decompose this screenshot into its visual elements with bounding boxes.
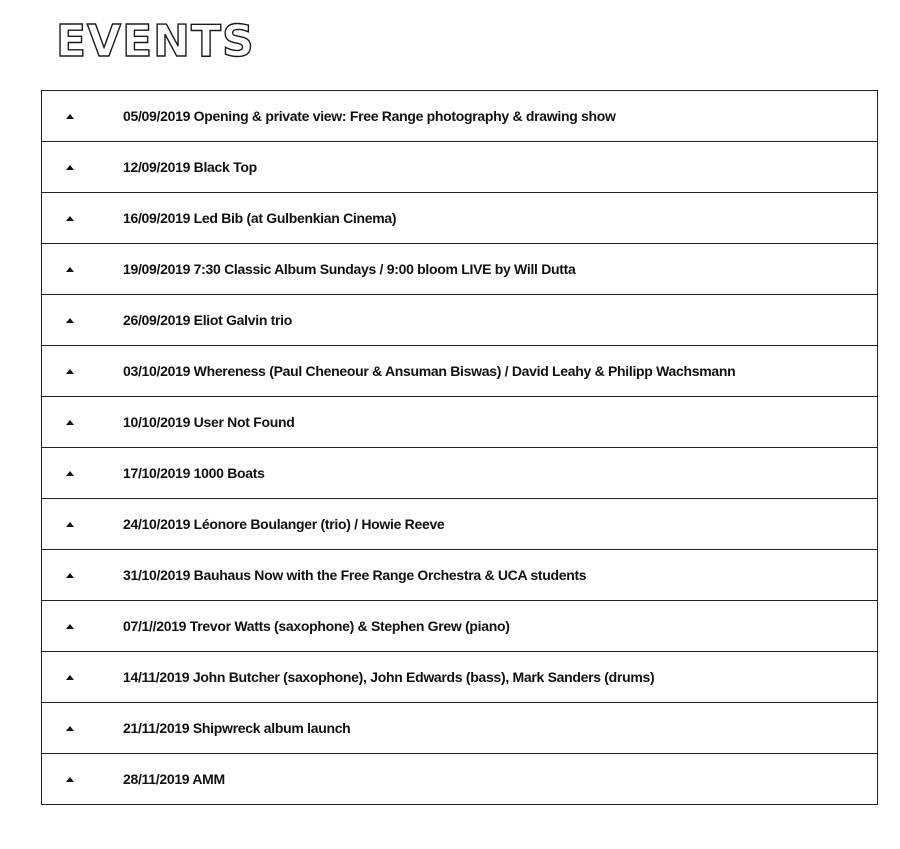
caret-up-icon[interactable] [66,624,74,629]
caret-up-icon[interactable] [66,522,74,527]
event-row[interactable] [42,295,877,346]
event-title: 12/09/2019 Black Top [123,159,257,175]
event-title: 28/11/2019 AMM [123,771,225,787]
event-row[interactable] [42,754,877,804]
events-accordion-list [41,90,878,805]
event-title: 31/10/2019 Bauhaus Now with the Free Range Orchestra & UCA students [123,567,587,583]
caret-up-icon[interactable] [66,114,74,119]
event-title: 19/09/2019 7:30 Classic Album Sundays / 9:00 bloom LIVE by Will Dutta [123,261,576,277]
event-title: 21/11/2019 Shipwreck album launch [123,720,351,736]
event-row[interactable] [42,448,877,499]
caret-up-icon[interactable] [66,165,74,170]
caret-up-icon[interactable] [66,420,74,425]
event-title: 10/10/2019 User Not Found [123,414,295,430]
event-title: 16/09/2019 Led Bib (at Gulbenkian Cinema) [123,210,397,226]
event-row[interactable] [42,91,877,142]
event-title: 24/10/2019 Léonore Boulanger (trio) / Howie Reeve [123,516,445,532]
caret-up-icon[interactable] [66,726,74,731]
caret-up-icon[interactable] [66,675,74,680]
event-row[interactable] [42,346,877,397]
caret-up-icon[interactable] [66,267,74,272]
caret-up-icon[interactable] [66,573,74,578]
event-title: 03/10/2019 Whereness (Paul Cheneour & Ansuman Biswas) / David Leahy & Philipp Wachsmann [123,363,736,379]
event-row[interactable] [42,601,877,652]
caret-up-icon[interactable] [66,369,74,374]
event-row[interactable] [42,703,877,754]
page-title: EVENTS [56,16,255,67]
event-title: 05/09/2019 Opening & private view: Free Range photography & drawing show [123,108,616,124]
caret-up-icon[interactable] [66,216,74,221]
caret-up-icon[interactable] [66,318,74,323]
event-row[interactable] [42,142,877,193]
event-row[interactable] [42,397,877,448]
caret-up-icon[interactable] [66,777,74,782]
event-row[interactable] [42,550,877,601]
event-row[interactable] [42,499,877,550]
event-title: 07/1//2019 Trevor Watts (saxophone) & Stephen Grew (piano) [123,618,510,634]
caret-up-icon[interactable] [66,471,74,476]
event-title: 26/09/2019 Eliot Galvin trio [123,312,293,328]
event-row[interactable] [42,193,877,244]
event-row[interactable] [42,652,877,703]
event-title: 17/10/2019 1000 Boats [123,465,265,481]
event-row[interactable] [42,244,877,295]
event-title: 14/11/2019 John Butcher (saxophone), John Edwards (bass), Mark Sanders (drums) [123,669,655,685]
